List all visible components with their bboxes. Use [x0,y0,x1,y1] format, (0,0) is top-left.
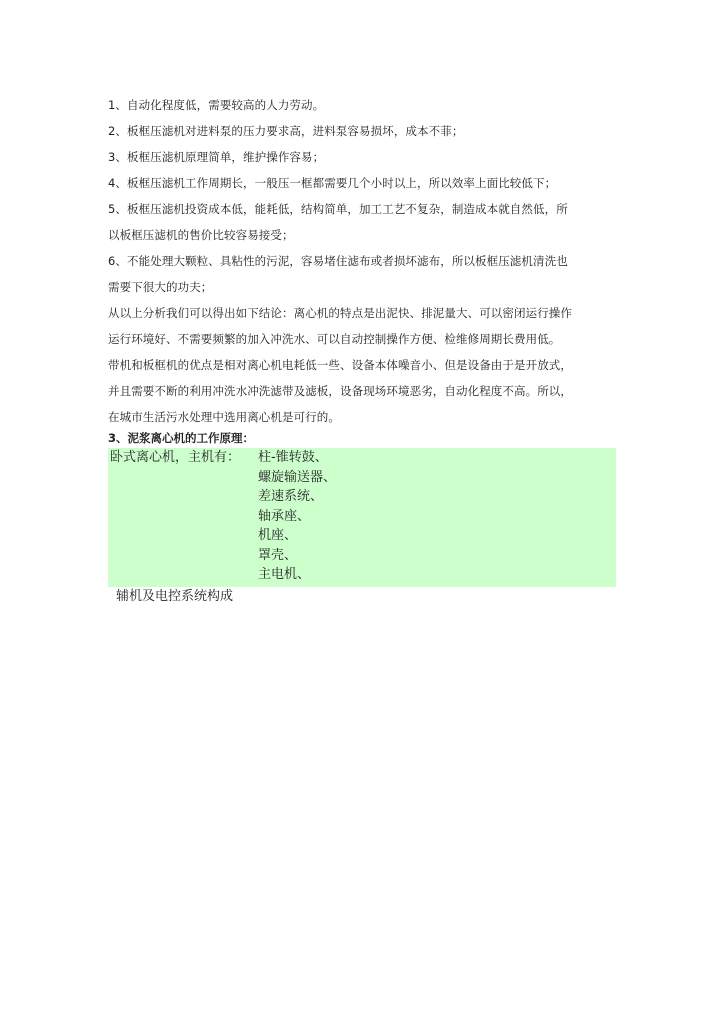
section-heading: 3、泥浆离心机的工作原理： [108,431,255,445]
green-lead: 卧式离心机，主机有： [110,450,241,465]
text-line: 2、板框压滤机对进料泵的压力要求高，进料泵容易损坏，成本不菲； [108,124,464,138]
text-line: 从以上分析我们可以得出如下结论：离心机的特点是出泥快、排泥量大、可以密闭运行操作 [108,306,572,320]
green-row [108,546,616,566]
text-line: 并且需要不断的利用冲洗水冲洗滤带及滤板，设备现场环境恶劣，自动化程度不高。所以， [108,384,572,398]
green-row [108,565,616,585]
component-item: 螺旋输送器、 [258,469,337,485]
green-row [108,526,616,546]
component-item: 柱-锥转鼓、 [258,450,328,465]
text-line: 5、板框压滤机投资成本低，能耗低，结构简单，加工工艺不复杂，制造成本就自然低，所 [108,202,568,216]
text-line: 以板框压滤机的售价比较容易接受； [108,228,294,242]
component-item: 差速系统、 [258,489,324,504]
component-item: 主电机、 [258,567,311,582]
component-item: 机座、 [258,528,298,543]
green-row [108,448,616,468]
text-line: 需要下很大的功夫； [108,280,213,294]
body-text [108,92,618,430]
green-row [108,507,616,527]
document-body [108,92,618,607]
text-line: 运行环境好、不需要频繁的加入冲洗水、可以自动控制操作方便、检维修周期长费用低。 [108,332,561,346]
green-row [108,468,616,488]
text-line: 3、板框压滤机原理简单，维护操作容易； [108,150,325,164]
highlight-box [108,448,616,587]
component-item: 罩壳、 [258,547,298,563]
closing-text: 辅机及电控系统构成 [116,588,234,604]
text-line: 带机和板框机的优点是相对离心机电耗低一些、设备本体噪音小、但是设备由于是开放式， [108,358,572,372]
component-item: 轴承座、 [258,508,311,524]
text-line: 6、不能处理大颗粒、具粘性的污泥，容易堵住滤布或者损坏滤布，所以板框压滤机清洗也 [108,254,568,268]
green-row [108,487,616,507]
text-line: 4、板框压滤机工作周期长，一般压一框都需要几个小时以上，所以效率上面比较低下； [108,176,557,190]
text-line: 1、自动化程度低，需要较高的人力劳动。 [108,98,325,112]
text-line: 在城市生活污水处理中选用离心机是可行的。 [108,410,340,424]
